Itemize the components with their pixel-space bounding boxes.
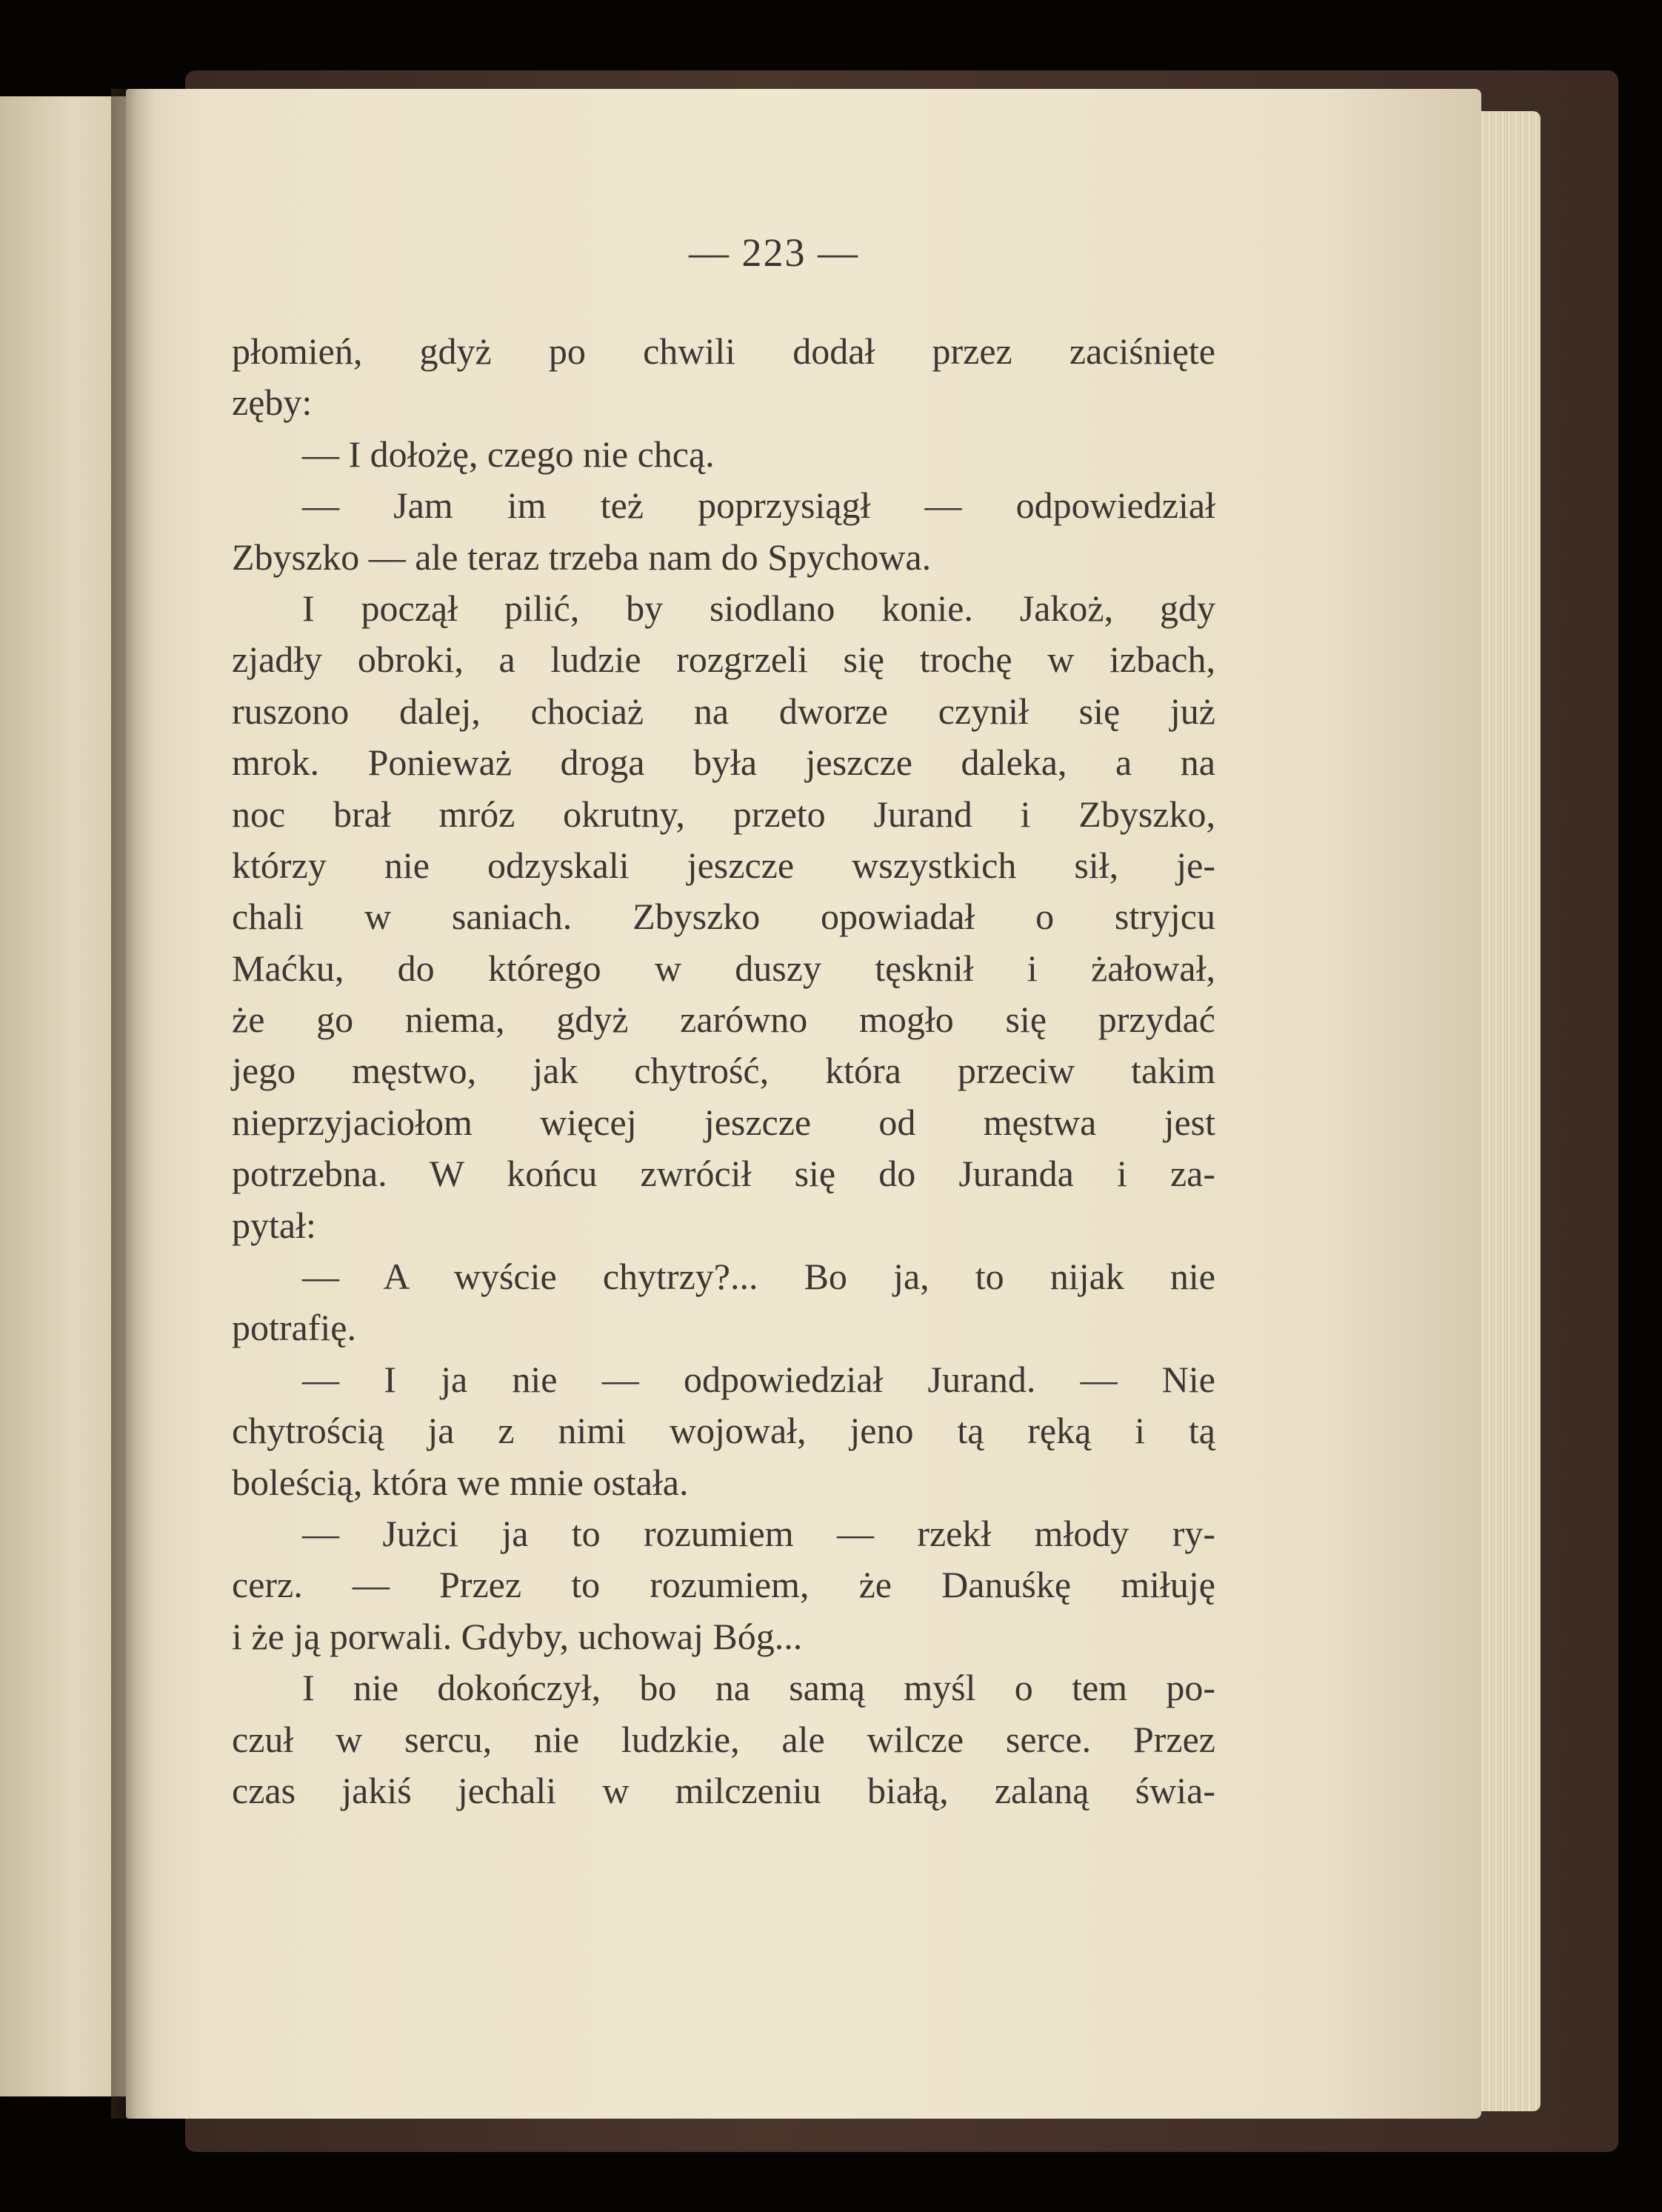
text-line: — I dołożę, czego nie chcą. [302, 433, 715, 475]
text-line: ruszono dalej, chociaż na dworze czynił się już [232, 690, 1215, 732]
text-line: — Jużci ja to rozumiem — rzekł młody ry- [302, 1512, 1215, 1554]
text-line: chytrością ja z nimi wojował, jeno tą ręką i tą [232, 1410, 1215, 1452]
text-line: Zbyszko — ale teraz trzeba nam do Spychowa. [232, 536, 932, 578]
text-line: potrzebna. W końcu zwrócił się do Juranda i za- [232, 1153, 1215, 1195]
text-line: mrok. Ponieważ droga była jeszcze daleka, a na [232, 742, 1215, 784]
text-line: cerz. — Przez to rozumiem, że Danuśkę miłuję [232, 1564, 1215, 1606]
text-line: i że ją porwali. Gdyby, uchowaj Bóg... [232, 1615, 803, 1657]
text-line: którzy nie odzyskali jeszcze wszystkich sił, je- [232, 844, 1215, 886]
text-line: boleścią, która we mnie ostała. [232, 1461, 689, 1503]
page-number: — 223 — [689, 230, 859, 275]
text-line: — Jam im też poprzysiągł — odpowiedział [302, 484, 1215, 527]
gutter-shadow [111, 89, 156, 2119]
text-line: czuł w sercu, nie ludzkie, ale wilcze serce. Przez [232, 1718, 1215, 1760]
text-line: — I ja nie — odpowiedział Jurand. — Nie [302, 1358, 1215, 1400]
text-line: — A wyście chytrzy?... Bo ja, to nijak nie [302, 1256, 1215, 1298]
text-line: potrafię. [232, 1307, 356, 1349]
text-line: I począł pilić, by siodlano konie. Jakoż, gdy [302, 587, 1215, 629]
text-line: czas jakiś jechali w milczeniu białą, zalaną świa- [232, 1769, 1215, 1811]
text-line: zjadły obroki, a ludzie rozgrzeli się trochę w izbach, [232, 639, 1215, 681]
text-line: nieprzyjaciołom więcej jeszcze od męstwa jest [232, 1101, 1215, 1143]
text-line: Maćku, do którego w duszy tęsknił i żałował, [232, 947, 1215, 989]
text-line: I nie dokończył, bo na samą myśl o tem po- [302, 1667, 1215, 1709]
text-line: zęby: [232, 382, 313, 424]
text-line: jego męstwo, jak chytrość, która przeciw takim [232, 1050, 1215, 1092]
text-line: chali w saniach. Zbyszko opowiadał o stryjcu [232, 896, 1215, 938]
text-line: pytał: [232, 1204, 316, 1246]
text-line: że go niema, gdyż zarówno mogło się przydać [232, 999, 1215, 1041]
text-line: płomień, gdyż po chwili dodał przez zaciśnięte [232, 330, 1215, 372]
text-line: noc brał mróz okrutny, przeto Jurand i Zbyszko, [232, 793, 1215, 835]
body-text [232, 326, 1215, 1816]
